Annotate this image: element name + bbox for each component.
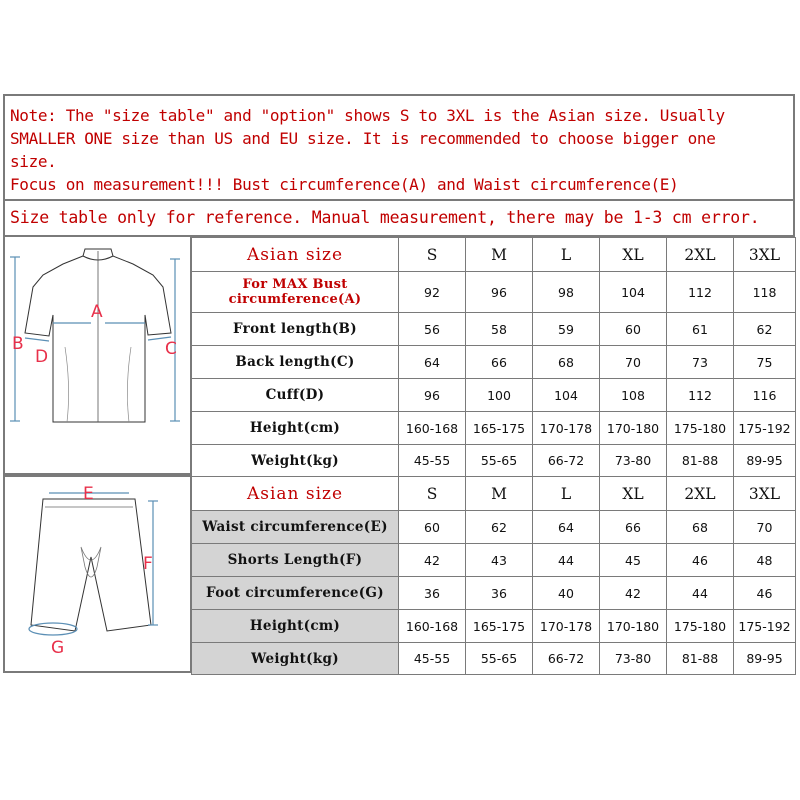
cell: 170-180 [600,412,667,445]
table-row [192,272,796,313]
table-row [192,610,796,643]
size-s: S [399,477,466,511]
cell: 46 [667,544,734,577]
cell: 45-55 [399,643,466,675]
asian-size-header: Asian size [192,477,399,511]
cell: 175-192 [734,412,796,445]
note-line: Note: The "size table" and "option" shows S to 3XL is the Asian size. Usually [10,106,725,125]
table-header-row [192,477,796,511]
cell: 100 [466,379,533,412]
cell: 70 [734,511,796,544]
table-row [192,511,796,544]
cell: 81-88 [667,643,734,675]
size-xl: XL [600,238,667,272]
letter-b: B [12,334,24,354]
table-row [192,445,796,477]
cell: 58 [466,313,533,346]
cell: 45-55 [399,445,466,477]
cell: 45 [600,544,667,577]
cell: 44 [533,544,600,577]
table-row [192,379,796,412]
table-row [192,577,796,610]
cell: 36 [466,577,533,610]
row-label: Height(cm) [192,412,399,445]
shorts-size-table [191,476,796,675]
cell: 175-180 [667,412,734,445]
cell: 62 [466,511,533,544]
table-row [192,643,796,675]
size-s: S [399,238,466,272]
cell: 42 [600,577,667,610]
cell: 89-95 [734,445,796,477]
letter-a: A [91,302,103,322]
cell: 59 [533,313,600,346]
cell: 68 [667,511,734,544]
cell: 96 [466,272,533,313]
cell: 160-168 [399,412,466,445]
cell: 170-178 [533,412,600,445]
cell: 175-180 [667,610,734,643]
asian-size-header: Asian size [192,238,399,272]
cell: 165-175 [466,610,533,643]
table-row [192,346,796,379]
letter-g: G [51,638,65,658]
row-label: For MAX Bust circumference(A) [192,272,399,313]
cell: 55-65 [466,445,533,477]
row-label: Foot circumference(G) [192,577,399,610]
cell: 73-80 [600,445,667,477]
cell: 112 [667,272,734,313]
cell: 46 [734,577,796,610]
cell: 160-168 [399,610,466,643]
table-row [192,412,796,445]
cell: 44 [667,577,734,610]
cell: 48 [734,544,796,577]
size-3xl: 3XL [734,238,796,272]
letter-d: D [35,347,49,367]
row-label: Shorts Length(F) [192,544,399,577]
cell: 75 [734,346,796,379]
reference-note: Size table only for reference. Manual measurement, there may be 1-3 cm error. [3,201,795,237]
cell: 55-65 [466,643,533,675]
cell: 170-180 [600,610,667,643]
cell: 89-95 [734,643,796,675]
shorts-outline-icon [31,499,151,631]
cell: 60 [600,313,667,346]
letter-e: E [83,484,94,504]
cell: 66 [466,346,533,379]
size-3xl: 3XL [734,477,796,511]
cell: 36 [399,577,466,610]
cell: 92 [399,272,466,313]
letter-c: C [165,339,177,359]
row-label: Weight(kg) [192,445,399,477]
cell: 108 [600,379,667,412]
row-label: Waist circumference(E) [192,511,399,544]
cell: 64 [399,346,466,379]
cell: 104 [533,379,600,412]
cell: 56 [399,313,466,346]
cell: 66-72 [533,643,600,675]
jersey-size-table [191,237,796,477]
cell: 104 [600,272,667,313]
cell: 96 [399,379,466,412]
size-l: L [533,238,600,272]
cell: 70 [600,346,667,379]
cell: 61 [667,313,734,346]
cell: 118 [734,272,796,313]
row-label: Cuff(D) [192,379,399,412]
note-line: size. [10,152,57,171]
size-note [3,94,795,201]
cell: 66-72 [533,445,600,477]
row-label: Front length(B) [192,313,399,346]
cell: 66 [600,511,667,544]
cell: 43 [466,544,533,577]
note-line: Focus on measurement!!! Bust circumference(A) and Waist circumference(E) [10,175,679,194]
cell: 73-80 [600,643,667,675]
row-label: Height(cm) [192,610,399,643]
table-header-row [192,238,796,272]
cell: 112 [667,379,734,412]
jersey-diagram [5,237,191,473]
cell: 170-178 [533,610,600,643]
size-l: L [533,477,600,511]
cell: 68 [533,346,600,379]
cell: 73 [667,346,734,379]
row-label: Back length(C) [192,346,399,379]
note-line: SMALLER ONE size than US and EU size. It is recommended to choose bigger one [10,129,716,148]
cell: 175-192 [734,610,796,643]
cell: 165-175 [466,412,533,445]
row-label: Weight(kg) [192,643,399,675]
cell: 40 [533,577,600,610]
jersey-figure-box [3,237,191,475]
cell: 64 [533,511,600,544]
cell: 81-88 [667,445,734,477]
letter-f: F [143,554,153,574]
table-row [192,544,796,577]
cell: 42 [399,544,466,577]
cell: 116 [734,379,796,412]
shorts-diagram [5,477,191,671]
size-xl: XL [600,477,667,511]
size-m: M [466,238,533,272]
size-m: M [466,477,533,511]
size-2xl: 2XL [667,477,734,511]
cell: 62 [734,313,796,346]
size-2xl: 2XL [667,238,734,272]
cell: 98 [533,272,600,313]
cell: 60 [399,511,466,544]
table-row [192,313,796,346]
shorts-figure-box [3,475,191,673]
